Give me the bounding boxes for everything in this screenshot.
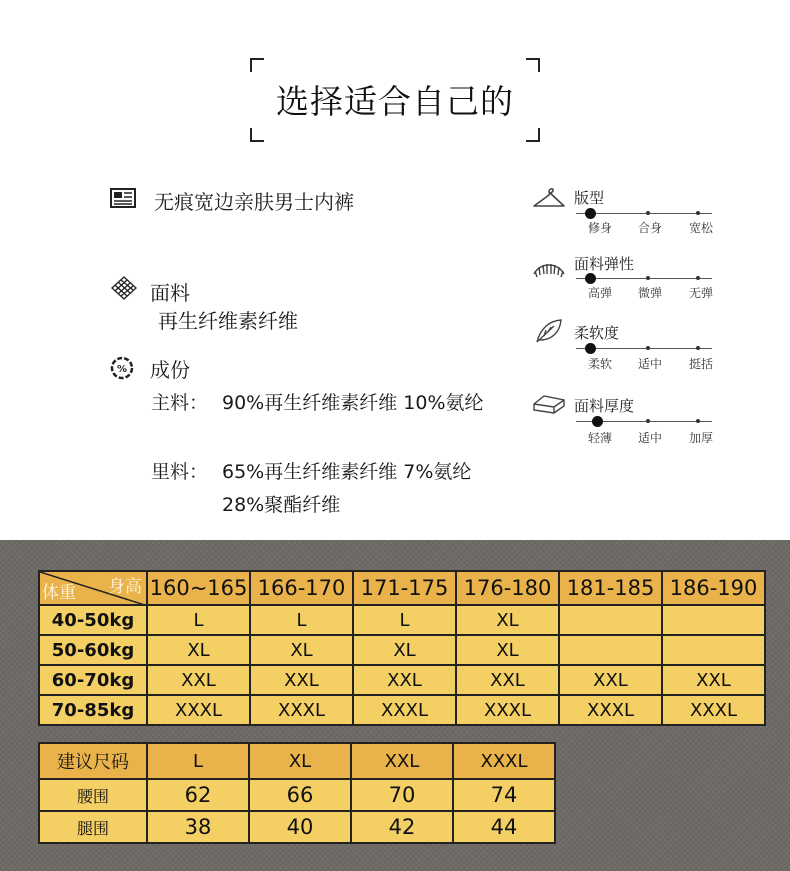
size-cell: XXL: [353, 665, 456, 695]
size-header: L: [147, 743, 249, 779]
lining-label: 里料：: [151, 461, 209, 483]
size-cell: XXXL: [559, 695, 662, 725]
size-cell: XXL: [250, 665, 353, 695]
size-cell: XXL: [559, 665, 662, 695]
size-chart-corner-cell: [39, 571, 147, 605]
scale-tick: [646, 346, 650, 350]
size-cell: XXXL: [662, 695, 765, 725]
scale-option: 无弹: [688, 286, 714, 300]
height-header: 166-170: [250, 571, 353, 605]
fabric-label: 面料: [150, 281, 190, 305]
scale-option: 轻薄: [587, 431, 613, 445]
measure-label: 腿围: [39, 811, 147, 843]
percent-badge-icon: [110, 356, 134, 380]
size-cell: XL: [456, 605, 559, 635]
size-cell: XXXL: [353, 695, 456, 725]
measure-cell: 74: [453, 779, 555, 811]
size-cell: XL: [353, 635, 456, 665]
scale-tick: [696, 211, 700, 215]
scale-knob-elasticity: [585, 273, 596, 284]
scale-option: 加厚: [688, 431, 714, 445]
table-row: [39, 665, 765, 695]
size-cell: [559, 635, 662, 665]
lining-value-line1: 65%再生纤维素纤维 7%氨纶: [222, 461, 472, 483]
size-header: XXXL: [453, 743, 555, 779]
scale-tick: [696, 419, 700, 423]
lining-value-line2: 28%聚酯纤维: [222, 494, 341, 516]
scale-option: 挺括: [688, 357, 714, 371]
scale-knob-fit: [585, 208, 596, 219]
scale-track-elasticity: [576, 278, 712, 279]
fabric-weave-icon: [110, 276, 138, 300]
size-cell: [662, 605, 765, 635]
height-header: 160~165: [147, 571, 250, 605]
height-header: 186-190: [662, 571, 765, 605]
table-row: [39, 635, 765, 665]
scale-option: 柔软: [587, 357, 613, 371]
size-cell: [559, 605, 662, 635]
scale-option: 宽松: [688, 221, 714, 235]
table-row: [39, 779, 555, 811]
scale-option: 合身: [637, 221, 663, 235]
spring-icon: [532, 258, 566, 280]
size-cell: XXXL: [456, 695, 559, 725]
size-cell: XXL: [456, 665, 559, 695]
scale-tick: [696, 276, 700, 280]
size-chart-table: [38, 570, 766, 726]
scale-tick: [646, 276, 650, 280]
size-chart-header-row: [39, 571, 765, 605]
scale-option: 高弹: [587, 286, 613, 300]
size-cell: XXL: [662, 665, 765, 695]
page-title: 选择适合自己的: [276, 82, 514, 121]
scale-title-elasticity: 面料弹性: [574, 255, 635, 273]
document-icon: [110, 188, 136, 208]
height-header: 176-180: [456, 571, 559, 605]
measure-cell: 70: [351, 779, 453, 811]
measure-cell: 62: [147, 779, 249, 811]
size-cell: XL: [250, 635, 353, 665]
section-title-frame: [250, 58, 540, 142]
hanger-icon: [532, 186, 566, 210]
height-header: 181-185: [559, 571, 662, 605]
scale-knob-softness: [585, 343, 596, 354]
table-row: [39, 605, 765, 635]
size-cell: L: [250, 605, 353, 635]
size-cell: XXL: [147, 665, 250, 695]
fabric-value: 再生纤维素纤维: [158, 309, 298, 333]
measure-cell: 66: [249, 779, 351, 811]
scale-track-fit: [576, 213, 712, 214]
frame-corner-top-right: [526, 58, 540, 72]
scale-title-thickness: 面料厚度: [574, 397, 635, 415]
size-cell: XXXL: [147, 695, 250, 725]
corner-weight-label: 体重: [42, 583, 76, 603]
table-row: [39, 811, 555, 843]
scale-track-softness: [576, 348, 712, 349]
feather-icon: [534, 318, 564, 344]
main-fabric-value: 90%再生纤维素纤维 10%氨纶: [222, 392, 484, 414]
folded-cloth-icon: [532, 392, 566, 416]
frame-corner-top-left: [250, 58, 264, 72]
corner-height-label: 身高: [108, 577, 142, 597]
frame-corner-bottom-left: [250, 128, 264, 142]
measure-cell: 38: [147, 811, 249, 843]
size-header: XXL: [351, 743, 453, 779]
size-cell: L: [147, 605, 250, 635]
table-row: [39, 695, 765, 725]
product-name: 无痕宽边亲肤男士内裤: [154, 190, 354, 214]
size-cell: XL: [456, 635, 559, 665]
scale-tick: [696, 346, 700, 350]
size-cell: XXXL: [250, 695, 353, 725]
size-cell: XL: [147, 635, 250, 665]
svg-text:%: %: [116, 364, 128, 375]
scale-option: 修身: [587, 221, 613, 235]
scale-tick: [646, 211, 650, 215]
measure-cell: 40: [249, 811, 351, 843]
scale-option: 适中: [637, 357, 663, 371]
measure-cell: 42: [351, 811, 453, 843]
weight-label: 60-70kg: [39, 665, 147, 695]
measurement-table: [38, 742, 556, 844]
composition-label: 成份: [150, 358, 190, 382]
measure-label: 腰围: [39, 779, 147, 811]
weight-label: 50-60kg: [39, 635, 147, 665]
recommended-size-header: 建议尺码: [39, 743, 147, 779]
frame-corner-bottom-right: [526, 128, 540, 142]
scale-title-fit: 版型: [574, 189, 605, 207]
weight-label: 40-50kg: [39, 605, 147, 635]
measure-cell: 44: [453, 811, 555, 843]
scale-option: 微弹: [637, 286, 663, 300]
scale-knob-thickness: [592, 416, 603, 427]
measurement-header-row: [39, 743, 555, 779]
size-header: XL: [249, 743, 351, 779]
weight-label: 70-85kg: [39, 695, 147, 725]
scale-title-softness: 柔软度: [574, 324, 620, 342]
scale-tick: [646, 419, 650, 423]
main-fabric-label: 主料：: [151, 392, 209, 414]
size-cell: [662, 635, 765, 665]
height-header: 171-175: [353, 571, 456, 605]
scale-option: 适中: [637, 431, 663, 445]
size-cell: L: [353, 605, 456, 635]
